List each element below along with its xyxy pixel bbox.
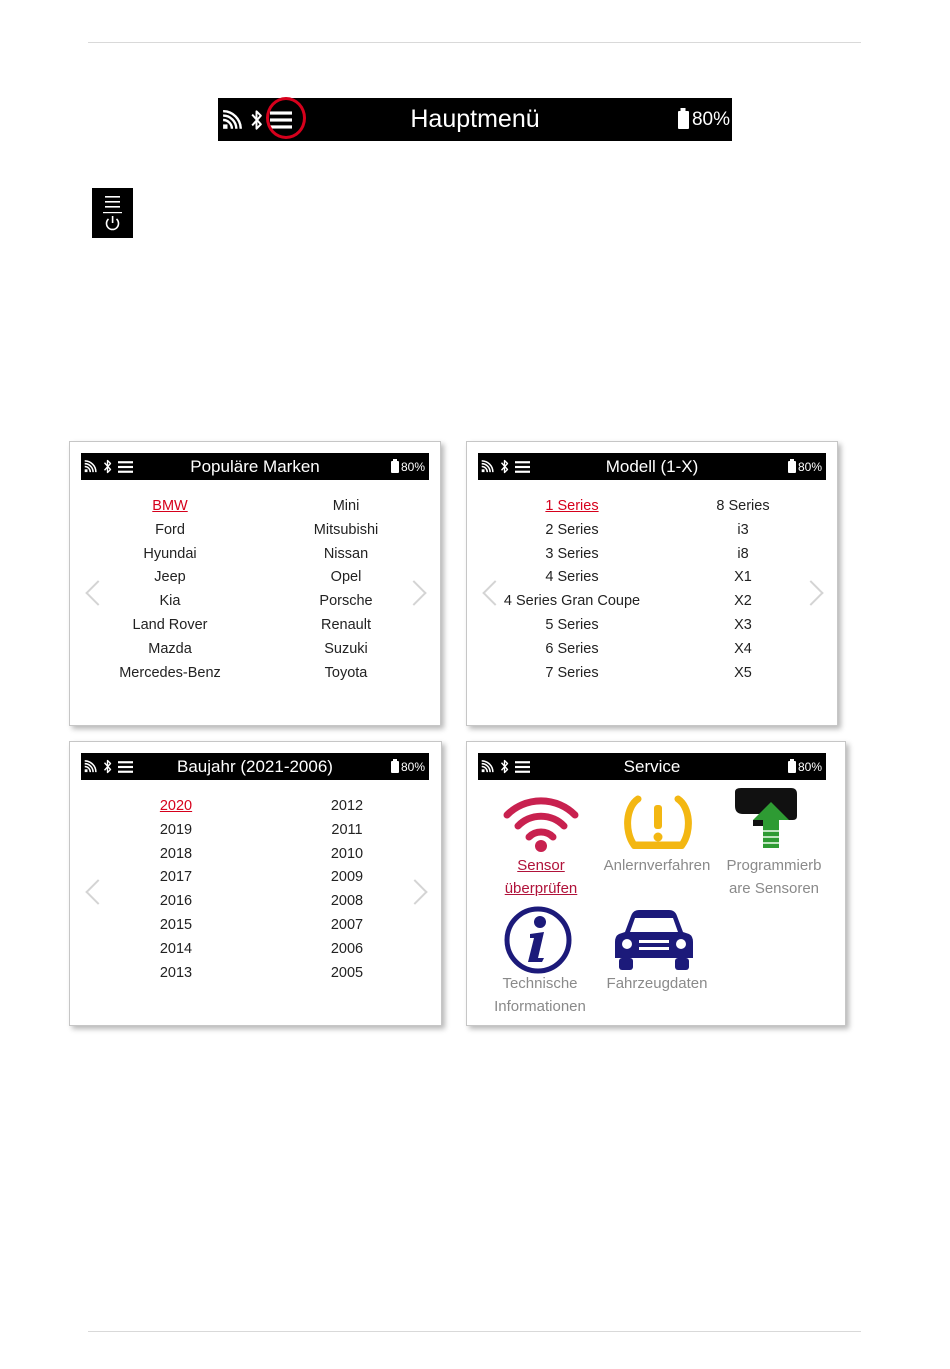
- sensor-program-icon: [733, 786, 803, 852]
- battery-indicator: [788, 753, 822, 780]
- list-item[interactable]: X5: [734, 664, 752, 681]
- list-item[interactable]: Porsche: [319, 593, 373, 610]
- list-item[interactable]: Nissan: [323, 545, 369, 562]
- prev-page-arrow[interactable]: [85, 580, 110, 605]
- list-item[interactable]: 6 Series: [545, 640, 599, 657]
- models-screen: [466, 441, 838, 726]
- service-label: Fahrzeugdaten: [606, 975, 708, 992]
- battery-indicator: [391, 453, 425, 480]
- service-label: Sensor: [517, 857, 565, 874]
- service-label: Technische: [502, 975, 578, 992]
- service-title: Service: [623, 756, 681, 776]
- year-screen: [69, 741, 442, 1026]
- next-page-arrow[interactable]: [402, 879, 427, 904]
- battery-icon: [391, 761, 399, 773]
- footer-rule: [88, 1331, 861, 1332]
- battery-level: 80%: [691, 108, 730, 130]
- list-item[interactable]: 5 Series: [545, 617, 599, 633]
- list-item[interactable]: 2005: [330, 964, 364, 981]
- battery-icon: [788, 761, 796, 773]
- menu-highlight-circle: [266, 97, 306, 139]
- list-item[interactable]: Jeep: [154, 569, 186, 586]
- list-item[interactable]: 2016: [159, 893, 193, 910]
- list-item[interactable]: 4 Series Gran Coupe: [503, 593, 641, 610]
- list-item[interactable]: 2014: [159, 940, 193, 957]
- service-label: Programmierb: [726, 857, 822, 874]
- prev-page-arrow[interactable]: [85, 879, 110, 904]
- service-label: überprüfen: [504, 880, 578, 897]
- models-status-bar: [478, 453, 826, 480]
- list-item[interactable]: X1: [734, 569, 752, 586]
- list-item[interactable]: 2006: [330, 940, 364, 957]
- list-item[interactable]: X4: [734, 640, 752, 657]
- list-item[interactable]: Land Rover: [132, 617, 208, 633]
- list-item[interactable]: Mazda: [148, 640, 192, 657]
- header-rule: [88, 42, 861, 43]
- list-item[interactable]: Mitsubishi: [313, 521, 379, 538]
- list-item[interactable]: 2017: [159, 869, 193, 886]
- list-item[interactable]: X3: [734, 617, 752, 633]
- models-title: Modell (1-X): [605, 456, 699, 476]
- list-item[interactable]: Hyundai: [143, 545, 197, 562]
- list-item[interactable]: 2020: [159, 798, 193, 814]
- list-item[interactable]: Mini: [332, 498, 360, 514]
- wifi-sensor-icon: [503, 793, 579, 853]
- service-label: Anlernverfahren: [603, 857, 711, 874]
- list-item[interactable]: Opel: [330, 569, 362, 586]
- battery-indicator: [788, 453, 822, 480]
- list-item[interactable]: BMW: [152, 498, 188, 514]
- battery-indicator: [678, 98, 730, 141]
- list-item[interactable]: i8: [737, 545, 749, 562]
- list-item[interactable]: 7 Series: [545, 664, 599, 681]
- list-item[interactable]: 8 Series: [716, 498, 770, 514]
- brands-screen: [69, 441, 441, 726]
- list-item[interactable]: Kia: [159, 593, 181, 610]
- service-label: Informationen: [494, 998, 586, 1015]
- list-item[interactable]: Renault: [321, 617, 371, 633]
- brands-title: Populäre Marken: [190, 456, 320, 476]
- list-item[interactable]: Toyota: [324, 664, 368, 681]
- service-label: are Sensoren: [728, 880, 820, 897]
- list-item[interactable]: 2018: [159, 845, 193, 862]
- list-item[interactable]: 2010: [330, 845, 364, 862]
- list-item[interactable]: 2011: [331, 821, 363, 838]
- info-icon: [504, 906, 572, 974]
- battery-level: 80%: [400, 459, 425, 474]
- list-item[interactable]: 2019: [159, 821, 193, 838]
- battery-icon: [391, 461, 399, 473]
- list-item[interactable]: 2008: [330, 893, 364, 910]
- menu-power-key[interactable]: [92, 188, 133, 238]
- list-item[interactable]: 1 Series: [545, 498, 599, 514]
- list-item[interactable]: Ford: [155, 521, 185, 538]
- service-screen: [466, 741, 846, 1026]
- main-menu-title: Hauptmenü: [410, 105, 540, 133]
- battery-level: 80%: [797, 459, 822, 474]
- next-page-arrow[interactable]: [401, 580, 426, 605]
- battery-level: 80%: [400, 759, 425, 774]
- list-item[interactable]: 2007: [330, 917, 364, 933]
- list-item[interactable]: 3 Series: [545, 545, 599, 562]
- tpms-warning-icon: [622, 793, 694, 855]
- year-title: Baujahr (2021-2006): [177, 756, 333, 776]
- list-item[interactable]: i3: [737, 521, 749, 538]
- list-item[interactable]: 2015: [159, 917, 193, 933]
- car-icon: [613, 906, 695, 972]
- menu-power-icon: [92, 188, 133, 238]
- list-item[interactable]: Suzuki: [324, 640, 368, 657]
- list-item[interactable]: 2 Series: [545, 521, 599, 538]
- battery-icon: [788, 461, 796, 473]
- list-item[interactable]: X2: [734, 593, 752, 610]
- year-status-bar: [81, 753, 429, 780]
- battery-icon: [678, 111, 689, 129]
- service-status-bar: [478, 753, 826, 780]
- brands-status-bar: [81, 453, 429, 480]
- list-item[interactable]: Mercedes-Benz: [119, 664, 221, 681]
- next-page-arrow[interactable]: [798, 580, 823, 605]
- list-item[interactable]: 4 Series: [545, 569, 599, 586]
- battery-level: 80%: [797, 759, 822, 774]
- list-item[interactable]: 2013: [159, 964, 193, 981]
- list-item[interactable]: 2009: [330, 869, 364, 886]
- battery-indicator: [391, 753, 425, 780]
- list-item[interactable]: 2012: [330, 798, 364, 814]
